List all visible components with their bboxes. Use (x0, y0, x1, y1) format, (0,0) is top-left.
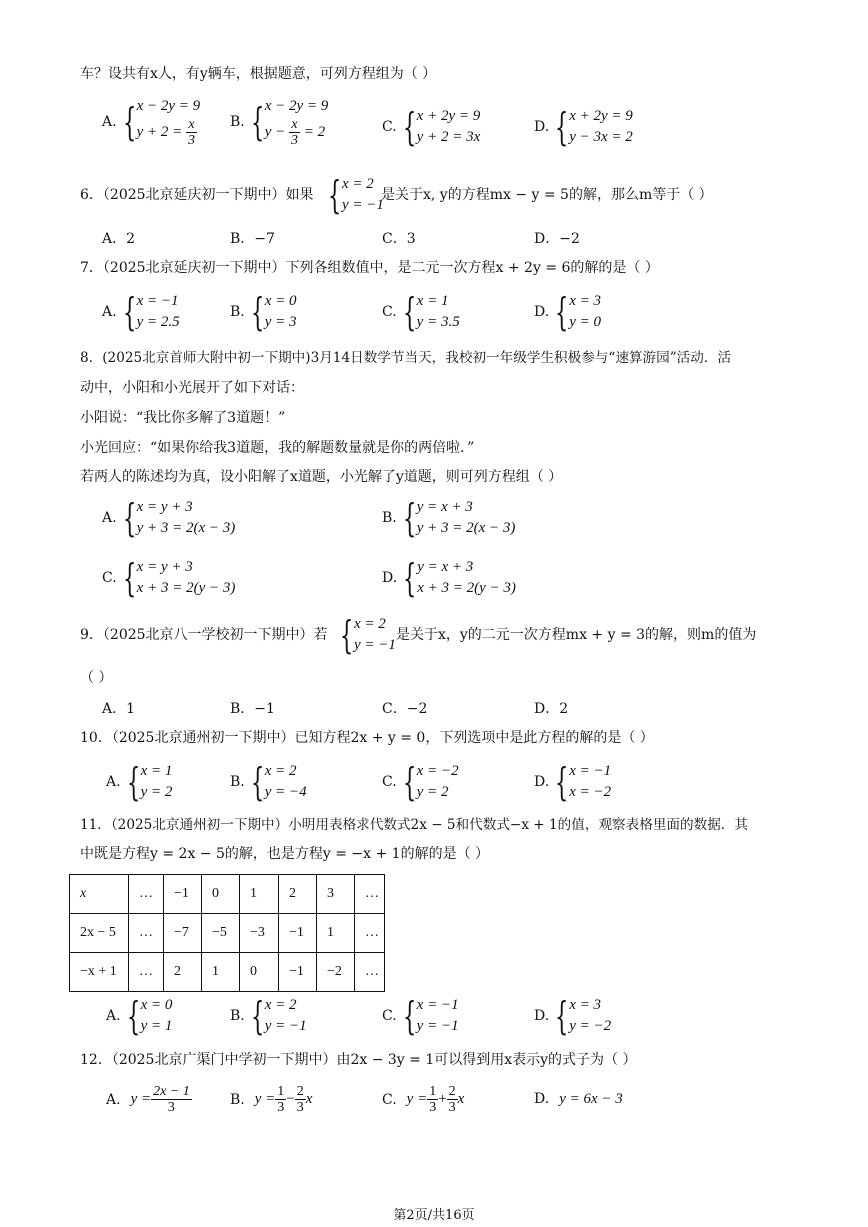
q8-line-4: 小光回应：“如果你给我3道题，我的解题数量就是你的两倍啦．” (80, 440, 475, 456)
equation-2: y + 3 = 2(x − 3) (136, 520, 236, 536)
brace-icon: { (555, 290, 569, 334)
option-letter: D. (534, 1091, 550, 1107)
equation-2: y = −1 (342, 197, 384, 213)
q12-stem: 12．（2025北京广渠门中学初一下期中）由2x − 3y = 1可以得到用x表示y的式子为（ ） (80, 1052, 637, 1068)
q8-line-2: 动中，小阳和小光展开了如下对话： (80, 380, 304, 396)
brace-icon: { (328, 173, 342, 217)
q12-option-a (106, 1084, 192, 1115)
option-letter: A. (106, 1008, 121, 1024)
q9-blank: （ ） (80, 670, 113, 686)
table-cell: 1 (240, 875, 279, 914)
q9-option-d: D．2 (534, 701, 569, 717)
q10-option-d (534, 760, 611, 804)
q11-line-2: 中既是方程y = 2x − 5的解，也是方程y = −x + 1的解的是（ ） (80, 846, 490, 862)
option-letter: C. (382, 304, 397, 320)
equation-1: x = 1 (140, 763, 173, 779)
equation-1: x − 2y = 9 (136, 98, 201, 114)
q12-option-c (382, 1084, 464, 1115)
q8-option-c (102, 556, 235, 600)
equation-2: y = −1 (354, 637, 396, 653)
q7-stem: 7．（2025北京延庆初一下期中）下列各组数值中，是二元一次方程x + 2y = 6的解的是（ ） (80, 260, 659, 276)
q7-option-a (102, 290, 180, 334)
variable: x (457, 1091, 465, 1107)
table-cell: … (355, 875, 385, 914)
equation-1: x = 2 (264, 763, 297, 779)
brace-icon: { (122, 290, 136, 334)
page-number: 第2页/共16页 (393, 1208, 475, 1223)
q8-line-5: 若两人的陈述均为真，设小阳解了x道题，小光解了y道题，则可列方程组（ ） (80, 469, 563, 485)
q6-prefix: 6．（2025北京延庆初一下期中）如果 (80, 187, 314, 203)
equation-2: y = −4 (264, 784, 307, 800)
equation-2: y − $\frac{x}{3}$ = 2 (264, 117, 326, 148)
option-letter: B. (230, 114, 245, 130)
variable: x (305, 1091, 313, 1107)
option-letter: A. (102, 114, 117, 130)
table-cell: −1 (279, 953, 317, 992)
option-letter: D. (382, 570, 398, 586)
table-cell: … (129, 875, 164, 914)
table-row (70, 914, 385, 953)
q6-option-a: A．2 (102, 231, 136, 247)
brace-icon: { (402, 760, 416, 804)
brace-icon: { (122, 556, 136, 600)
table-row (70, 875, 385, 914)
q8-line-1: 8．(2025北京首师大附中初一下期中)3月14日数学节当天，我校初一年级学生积极参与“速算游园”活动．活 (80, 350, 732, 366)
table-cell: −1 (164, 875, 202, 914)
equation: y = 6x − 3 (559, 1090, 623, 1107)
equation-1: x = 1 (416, 293, 449, 309)
equation-2: y = −2 (569, 1018, 612, 1034)
option-letter: A. (102, 304, 117, 320)
brace-icon: { (402, 496, 417, 540)
q8-option-a (102, 496, 235, 540)
option-letter: C. (382, 119, 397, 135)
option-letter: A. (102, 510, 117, 526)
table-cell: 1 (317, 914, 355, 953)
brace-icon: { (555, 105, 569, 149)
q5-option-a (102, 96, 200, 148)
option-letter: A. (106, 1091, 121, 1108)
q10-option-a (106, 760, 172, 804)
table-cell: −7 (164, 914, 202, 953)
q6-system (328, 173, 384, 217)
table-cell: −1 (279, 914, 317, 953)
equation-1: x = −2 (416, 763, 459, 779)
lhs: y = (130, 1091, 152, 1107)
table-cell: 0 (202, 875, 240, 914)
q6-option-d: D．−2 (534, 231, 580, 247)
lhs: y = (406, 1091, 428, 1107)
equation-2: y + 2 = $\frac{x}{3}$ (136, 117, 195, 148)
table-cell: 3 (317, 875, 355, 914)
q9-suffix: 是关于x，y的二元一次方程mx + y = 3的解，则m的值为 (396, 627, 757, 643)
equation-2: y = −1 (416, 1018, 459, 1034)
equation-1: x + 2y = 9 (569, 108, 633, 124)
option-letter: B. (230, 774, 245, 790)
q8-option-b (382, 496, 515, 540)
brace-icon: { (250, 760, 265, 804)
option-letter: C. (102, 570, 117, 586)
q10-stem: 10．（2025北京通州初一下期中）已知方程2x + y = 0，下列选项中是此方程的解的是（ ） (80, 730, 654, 746)
equation-2: y = 1 (140, 1018, 173, 1034)
option-letter: C. (382, 1008, 397, 1024)
brace-icon: { (250, 100, 265, 144)
q9-option-a: A．1 (102, 701, 136, 717)
operator: + (438, 1091, 447, 1107)
brace-icon: { (250, 290, 265, 334)
equation-1: y = x + 3 (417, 559, 474, 575)
equation-2: y = 2 (140, 784, 173, 800)
equation-2: y = −1 (264, 1018, 307, 1034)
brace-icon: { (402, 105, 416, 149)
brace-icon: { (250, 994, 265, 1038)
equation-2: y − 3x = 2 (569, 129, 633, 145)
equation-2: y = 0 (569, 314, 601, 330)
fraction: $\frac{1}{3}$ (429, 1084, 437, 1115)
table-cell: … (129, 953, 164, 992)
q11-option-d (534, 994, 611, 1038)
q7-option-b (230, 290, 297, 334)
q12-option-b (230, 1084, 312, 1115)
q10-option-c (382, 760, 459, 804)
q9-option-b: B．−1 (230, 701, 275, 717)
q6-option-b: B．−7 (230, 231, 275, 247)
q7-option-c (382, 290, 460, 334)
equation-1: x = y + 3 (136, 559, 193, 575)
table-row (70, 953, 385, 992)
fraction: $\frac{1}{3}$ (277, 1084, 285, 1115)
fraction: $\frac{2}{3}$ (448, 1084, 456, 1115)
option-letter: D. (534, 119, 550, 135)
table-cell: 2 (279, 875, 317, 914)
option-letter: D. (534, 304, 550, 320)
table-cell: … (355, 914, 385, 953)
equation-1: x = 3 (569, 997, 601, 1013)
option-letter: A. (106, 774, 121, 790)
equation-1: x = 0 (140, 997, 173, 1013)
brace-icon: { (122, 100, 136, 144)
equation-1: x + 2y = 9 (416, 108, 481, 124)
option-letter: B. (230, 1008, 245, 1024)
brace-icon: { (340, 613, 354, 657)
equation-1: y = x + 3 (416, 499, 473, 515)
equation-2: x + 3 = 2(y − 3) (136, 580, 236, 596)
equation-2: x = −2 (569, 784, 612, 800)
q5-option-b (230, 96, 328, 148)
brace-icon: { (555, 760, 569, 804)
equation-2: y = 2.5 (136, 314, 180, 330)
lhs: y = (254, 1091, 276, 1107)
brace-icon: { (402, 290, 416, 334)
q9-option-c: C．−2 (382, 701, 428, 717)
equation-2: y = 3 (264, 314, 297, 330)
equation-1: x = y + 3 (136, 499, 193, 515)
value-table (69, 874, 385, 992)
q11-option-a (106, 994, 172, 1038)
question-5-stem-end: 车？设共有x人，有y辆车，根据题意，可列方程组为（ ） (80, 66, 437, 82)
q11-option-b (230, 994, 307, 1038)
option-letter: B. (382, 510, 397, 526)
brace-icon: { (555, 994, 569, 1038)
q8-line-3: 小阳说：“我比你多解了3道题！” (80, 410, 286, 426)
table-cell: −2 (317, 953, 355, 992)
table-cell: … (355, 953, 385, 992)
table-cell: −x + 1 (70, 953, 129, 992)
brace-icon: { (126, 760, 140, 804)
equation-1: x = 2 (354, 616, 386, 632)
fraction: $\frac{2}{3}$ (296, 1084, 304, 1115)
table-cell: 2 (164, 953, 202, 992)
option-letter: D. (534, 774, 550, 790)
equation-1: x = 3 (569, 293, 601, 309)
brace-icon: { (402, 994, 416, 1038)
fraction: $\frac{2x - 1}{3}$ (153, 1084, 190, 1115)
q11-option-c (382, 994, 459, 1038)
q6-option-c: C．3 (382, 231, 416, 247)
table-cell: … (129, 914, 164, 953)
equation-2: y = 2 (416, 784, 449, 800)
option-letter: C. (382, 774, 397, 790)
table-cell: −3 (240, 914, 279, 953)
table-cell: 0 (240, 953, 279, 992)
table-cell: −5 (202, 914, 240, 953)
q8-option-d (382, 556, 516, 600)
equation-2: y + 3 = 2(x − 3) (416, 520, 516, 536)
q10-option-b (230, 760, 307, 804)
equation-1: x = 2 (342, 176, 374, 192)
equation-2: y = 3.5 (416, 314, 460, 330)
equation-1: x = 0 (264, 293, 297, 309)
equation-1: x = −1 (569, 763, 612, 779)
equation-1: x = −1 (136, 293, 179, 309)
q5-option-c (382, 105, 480, 149)
q5-option-d (534, 105, 633, 149)
brace-icon: { (126, 994, 140, 1038)
table-cell: 2x − 5 (70, 914, 129, 953)
q11-line-1: 11．（2025北京通州初一下期中）小明用表格求代数式2x − 5和代数式−x + 1的值，观察表格里面的数据．其 (80, 817, 748, 833)
brace-icon: { (403, 556, 417, 600)
q9-system (340, 613, 396, 657)
equation-1: x = 2 (264, 997, 297, 1013)
q7-option-d (534, 290, 601, 334)
equation-2: y + 2 = 3x (416, 129, 481, 145)
table-cell: x (70, 875, 129, 914)
q6-suffix: 是关于x, y的方程mx − y = 5的解，那么m等于（ ） (381, 187, 713, 203)
table-cell: 1 (202, 953, 240, 992)
option-letter: B. (230, 304, 245, 320)
equation-1: x = −1 (416, 997, 459, 1013)
option-letter: B. (230, 1091, 245, 1108)
option-letter: C. (382, 1091, 397, 1108)
q12-option-d (534, 1089, 623, 1109)
equation-1: x − 2y = 9 (264, 98, 329, 114)
operator: − (286, 1091, 295, 1107)
q9-prefix: 9．（2025北京八一学校初一下期中）若 (80, 627, 328, 643)
equation-2: x + 3 = 2(y − 3) (417, 580, 516, 596)
option-letter: D. (534, 1008, 550, 1024)
brace-icon: { (122, 496, 136, 540)
